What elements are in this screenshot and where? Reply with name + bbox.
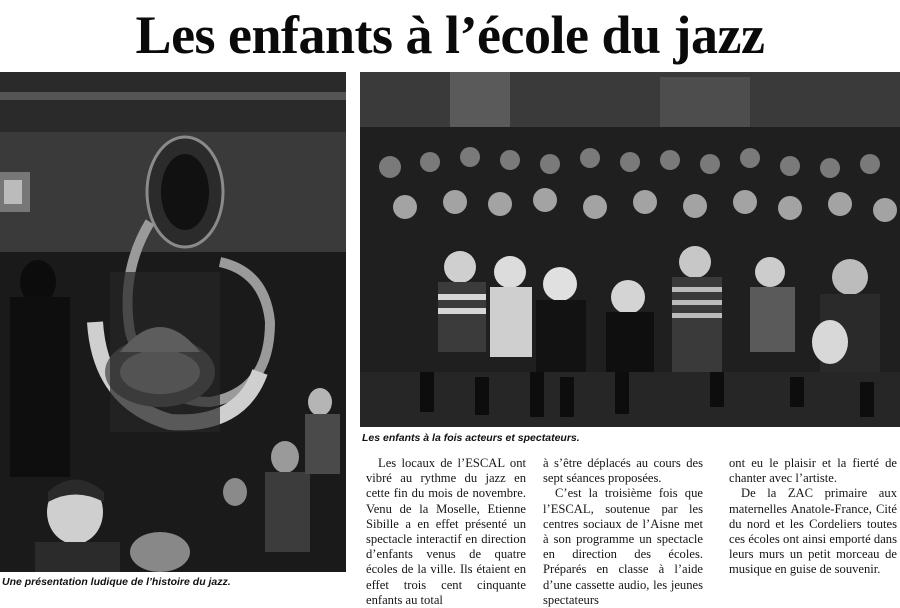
- article-paragraph: Les locaux de l’ESCAL ont vibré au rythme du jazz en cette fin du mois de novembre. Venu de la Moselle, Etienne Sibille a en effet présenté un spectacle interactif en direction d’enfants venus de quatre écoles de la ville. Ils étaient en effet trois cent cinquante enfants au total: [366, 456, 526, 607]
- article-paragraph: C’est la troisième fois que l’ESCAL, soutenue par les centres sociaux de l’Aisne met à son programme un spectacle en direction des écoles. Préparés en classe à l’aide d’une cassette audio, les jeunes spectateurs: [543, 486, 703, 607]
- article-paragraph: à s’être déplacés au cours des sept séances proposées.: [543, 456, 703, 486]
- photo-jazz-presentation-image: [0, 72, 346, 572]
- photo-jazz-presentation: [0, 72, 346, 572]
- photo-jazz-presentation-caption: Une présentation ludique de l’histoire du jazz.: [2, 576, 231, 588]
- article-paragraph: De la ZAC primaire aux maternelles Anatole-France, Cité du nord et les Cordeliers toutes ces écoles ont ainsi emporté dans leurs murs un petit morceau de musique en guise de souvenir.: [729, 486, 897, 577]
- photo-children-audience-caption: Les enfants à la fois acteurs et spectateurs.: [362, 432, 580, 444]
- article-column-2: [543, 456, 703, 607]
- article-column-3: [729, 456, 897, 597]
- article-paragraph: ont eu le plaisir et la fierté de chanter avec l’artiste.: [729, 456, 897, 486]
- article-column-1: [366, 456, 526, 607]
- photo-children-audience-image: [360, 72, 900, 427]
- article-headline: Les enfants à l’école du jazz: [135, 5, 765, 65]
- photo-children-audience: [360, 72, 900, 427]
